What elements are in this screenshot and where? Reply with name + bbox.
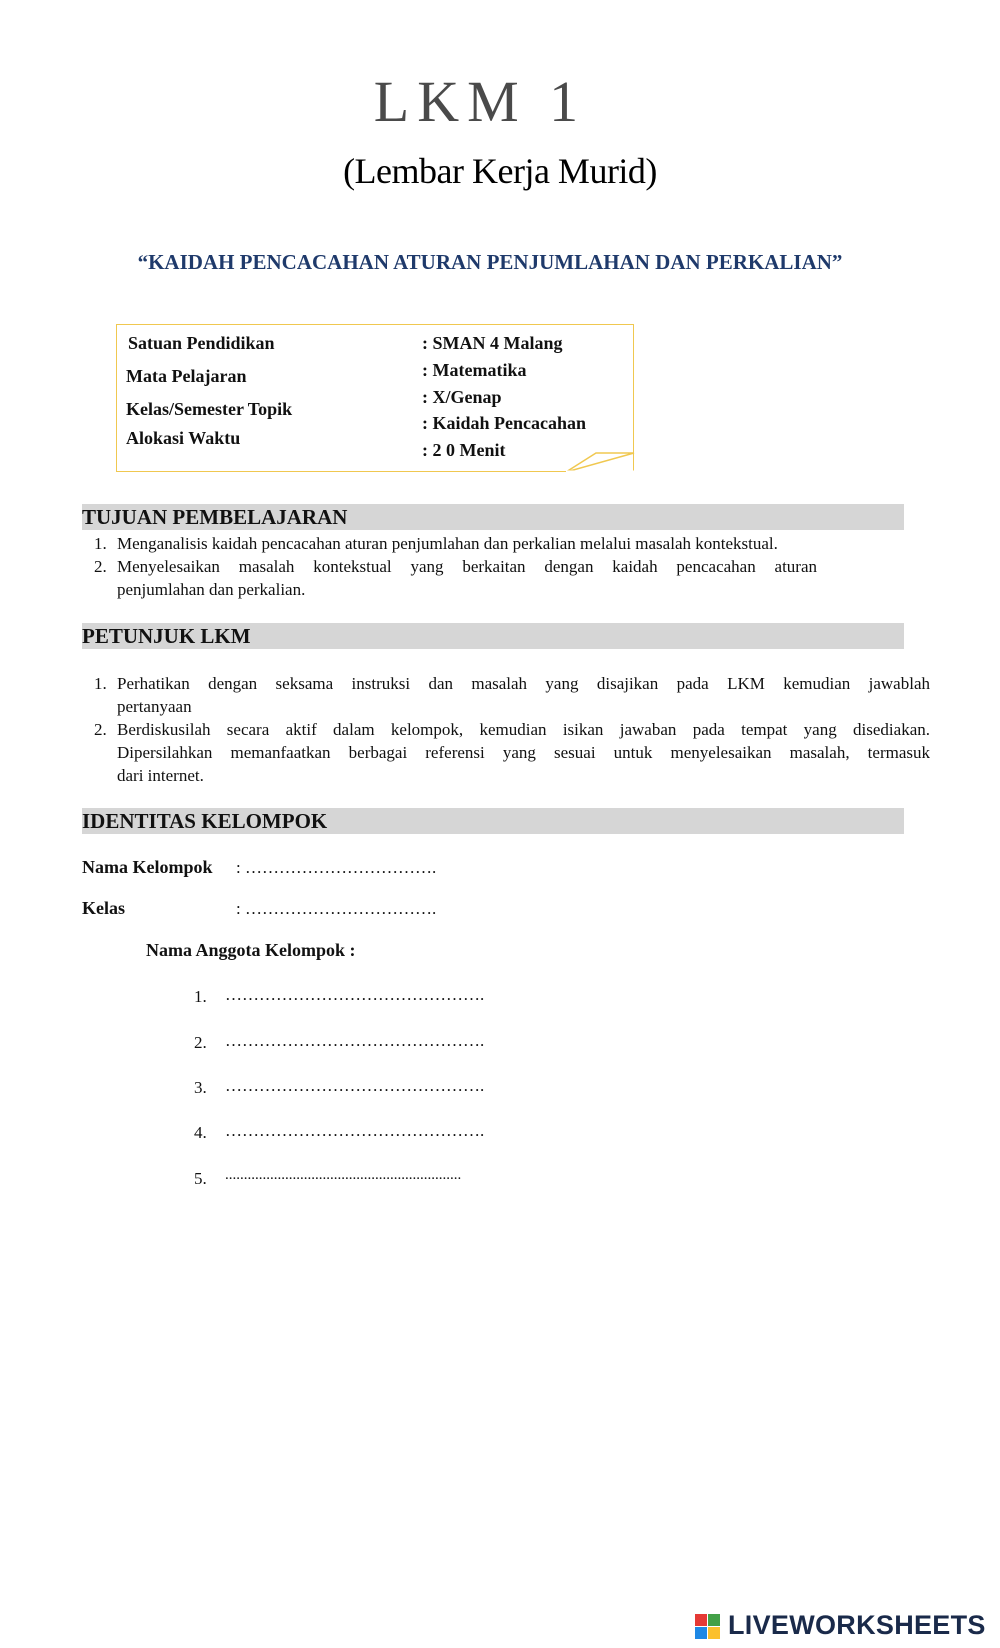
list-item-cont: dari internet. bbox=[117, 766, 204, 785]
page-subtitle: (Lembar Kerja Murid) bbox=[343, 151, 657, 191]
list-number: 2. bbox=[94, 557, 107, 576]
anggota-field[interactable]: ………………………………………. bbox=[225, 1121, 485, 1140]
list-number: 1. bbox=[94, 534, 107, 553]
section-title-petunjuk: PETUNJUK LKM bbox=[82, 624, 251, 648]
list-number: 4. bbox=[194, 1123, 207, 1142]
info-label: Kelas/Semester Topik bbox=[126, 399, 293, 419]
list-number: 1. bbox=[94, 674, 107, 693]
anggota-field[interactable]: ............................................................... bbox=[225, 1167, 462, 1183]
page-fold-decoration bbox=[566, 450, 636, 474]
list-item: Menganalisis kaidah pencacahan aturan penjumlahan dan perkalian melalui masalah kontekstual. bbox=[117, 534, 778, 553]
info-label: Satuan Pendidikan bbox=[128, 333, 275, 353]
list-item: Perhatikan dengan seksama instruksi dan masalah yang disajikan pada LKM kemudian jawablah bbox=[117, 674, 930, 693]
list-item-cont: pertanyaan bbox=[117, 697, 192, 716]
topic-heading: “KAIDAH PENCACAHAN ATURAN PENJUMLAHAN DAN PERKALIAN” bbox=[137, 250, 843, 274]
liveworksheets-brand: LIVEWORKSHEETS bbox=[728, 1610, 986, 1640]
anggota-field[interactable]: ………………………………………. bbox=[225, 1031, 485, 1050]
nama-kelompok-field[interactable]: : ……………………………. bbox=[236, 858, 437, 877]
section-title-tujuan: TUJUAN PEMBELAJARAN bbox=[82, 505, 348, 529]
logo-square bbox=[708, 1614, 720, 1626]
info-value: : X/Genap bbox=[422, 387, 502, 407]
liveworksheets-logo-icon bbox=[695, 1614, 721, 1640]
anggota-field[interactable]: ………………………………………. bbox=[225, 985, 485, 1004]
list-number: 5. bbox=[194, 1169, 207, 1188]
info-label: Alokasi Waktu bbox=[126, 428, 241, 448]
info-value: : Matematika bbox=[422, 360, 527, 380]
list-item-cont: penjumlahan dan perkalian. bbox=[117, 580, 306, 599]
list-number: 1. bbox=[194, 987, 207, 1006]
info-value: : SMAN 4 Malang bbox=[422, 333, 563, 353]
nama-kelompok-label: Nama Kelompok bbox=[82, 857, 213, 877]
list-number: 2. bbox=[94, 720, 107, 739]
list-number: 2. bbox=[194, 1033, 207, 1052]
kelas-field[interactable]: : ……………………………. bbox=[236, 899, 437, 918]
anggota-label: Nama Anggota Kelompok : bbox=[146, 940, 356, 960]
page-title: LKM 1 bbox=[373, 69, 587, 134]
logo-square bbox=[695, 1614, 707, 1626]
info-label: Mata Pelajaran bbox=[126, 366, 247, 386]
list-item: Berdiskusilah secara aktif dalam kelompok, kemudian isikan jawaban pada tempat yang disediakan. bbox=[117, 720, 930, 739]
kelas-label: Kelas bbox=[82, 898, 125, 918]
list-item-cont: Dipersilahkan memanfaatkan berbagai referensi yang sesuai untuk menyelesaikan masalah, termasuk bbox=[117, 743, 930, 762]
logo-square bbox=[695, 1627, 707, 1639]
section-title-identitas: IDENTITAS KELOMPOK bbox=[82, 809, 328, 833]
info-value: : 2 0 Menit bbox=[422, 440, 506, 460]
info-value: : Kaidah Pencacahan bbox=[422, 413, 587, 433]
anggota-field[interactable]: ………………………………………. bbox=[225, 1076, 485, 1095]
logo-square bbox=[708, 1627, 720, 1639]
list-number: 3. bbox=[194, 1078, 207, 1097]
list-item: Menyelesaikan masalah kontekstual yang berkaitan dengan kaidah pencacahan aturan bbox=[117, 557, 817, 576]
